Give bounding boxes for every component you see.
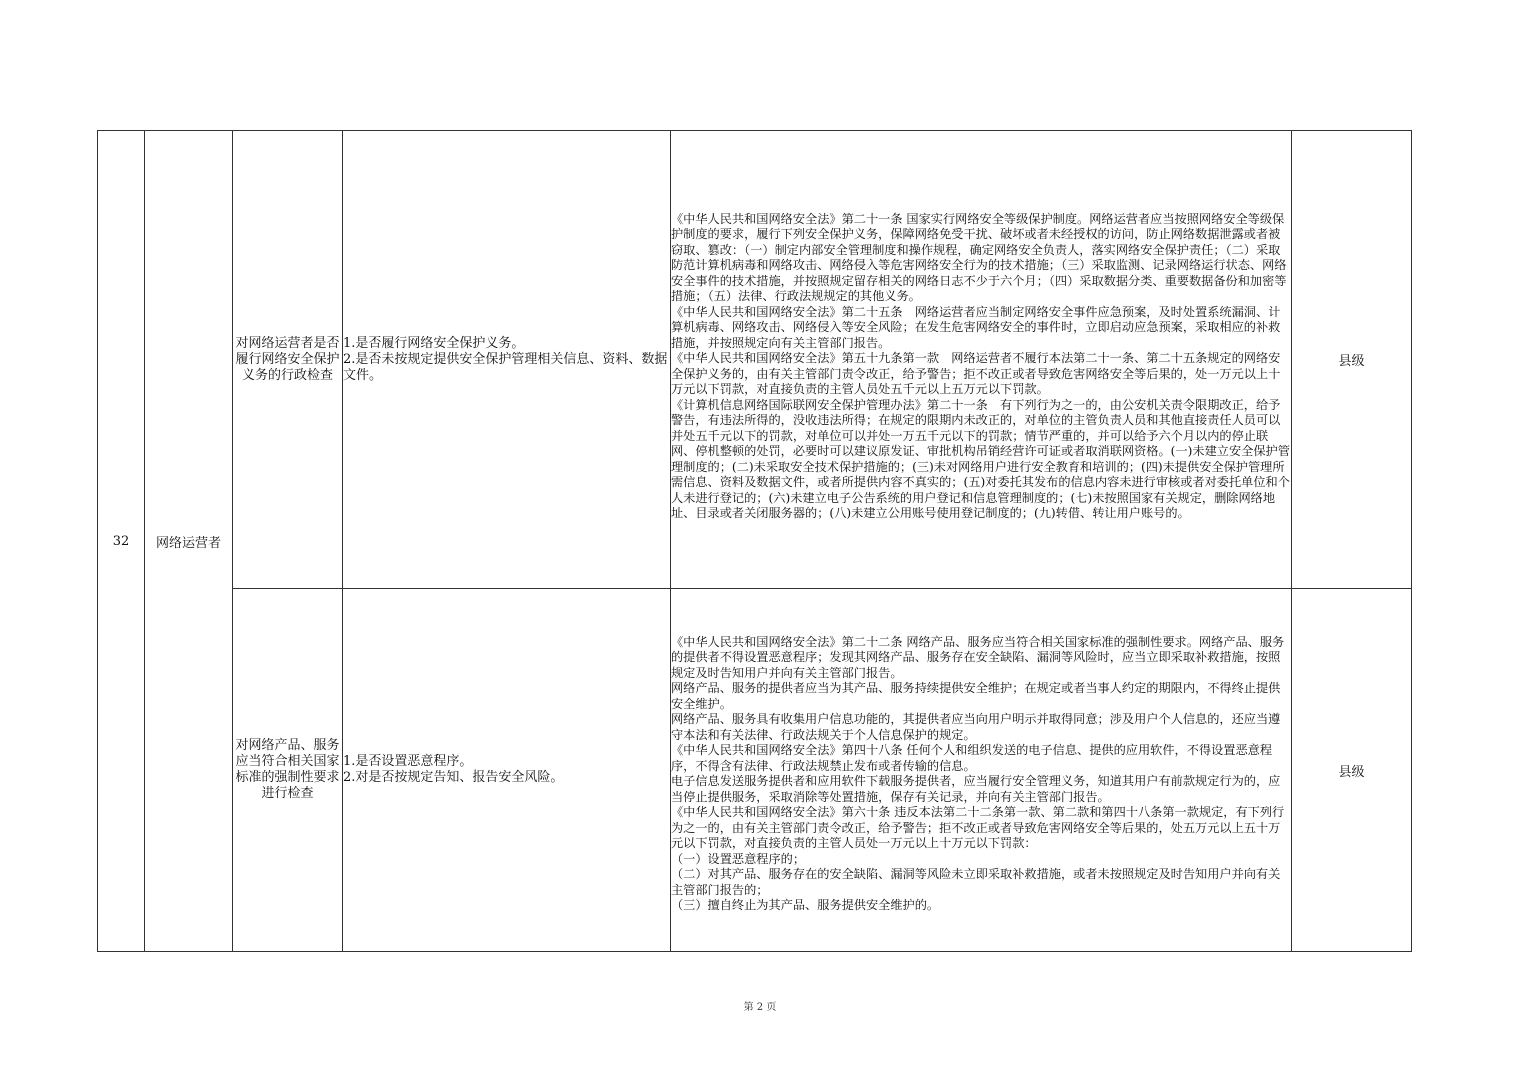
page-number: 第 2 页	[743, 1002, 777, 1013]
basis-paragraph: 《中华人民共和国网络安全法》第二十五条 网络运营者应当制定网络安全事件应急预案，及时处置系统漏洞、计算机病毒、网络攻击、网络侵入等安全风险；在发生危害网络安全的事件时，立即启动应急预案，采取相应的补救措施，并按照规定向有关主管部门报告。	[671, 304, 1281, 350]
basis-paragraph: 《中华人民共和国网络安全法》第四十八条 任何个人和组织发送的电子信息、提供的应用软件，不得设置恶意程序，不得含有法律、行政法规禁止发布或者传输的信息。	[671, 743, 1273, 773]
basis-paragraph: （二）对其产品、服务存在的安全缺陷、漏洞等风险未立即采取补救措施，或者未按照规定及时告知用户并向有关主管部门报告的；	[671, 867, 1281, 897]
inspection-table	[97, 130, 1412, 952]
basis-paragraph: （一）设置恶意程序的；	[671, 851, 806, 866]
basis-paragraph: 网络产品、服务具有收集用户信息功能的，其提供者应当向用户明示并取得同意；涉及用户个人信息的，还应当遵守本法和有关法律、行政法规关于个人信息保护的规定。	[671, 712, 1281, 742]
inspection-item-cell: 对网络产品、服务应当符合相关国家标准的强制性要求进行检查	[233, 589, 343, 952]
basis-paragraph: 《中华人民共和国网络安全法》第二十二条 网络产品、服务应当符合相关国家标准的强制性要求。网络产品、服务的提供者不得设置恶意程序；发现其网络产品、服务存在安全缺陷、漏洞等风险时，应当立即采取补救措施，按照规定及时告知用户并向有关主管部门报告。	[671, 634, 1285, 680]
table-row	[98, 131, 1412, 589]
basis-paragraph: 《中华人民共和国网络安全法》第六十条 违反本法第二十二条第一款、第二款和第四十八条第一款规定，有下列行为之一的，由有关主管部门责令改正，给予警告；拒不改正或者导致危害网络安全等后果的，处五万元以上五十万元以下罚款，对直接负责的主管人员处一万元以上十万元以下罚款：	[671, 805, 1285, 850]
basis-paragraph: （三）擅自终止为其产品、服务提供安全维护的。	[671, 898, 940, 912]
legal-basis-cell	[671, 131, 1292, 589]
legal-basis-cell	[671, 589, 1292, 952]
content-line: 2.对是否按规定告知、报告安全风险。	[343, 770, 564, 785]
content-line: 1.是否履行网络安全保护义务。	[343, 335, 525, 351]
table-row	[98, 589, 1412, 952]
level-cell: 县级	[1292, 131, 1412, 589]
basis-paragraph: 《中华人民共和国网络安全法》第五十九条第一款 网络运营者不履行本法第二十一条、第二十五条规定的网络安全保护义务的，由有关主管部门责令改正，给予警告；拒不改正或者导致危害网络安全等后果的，处一万元以上十万元以下罚款，对直接负责的主管人员处五千元以上五万元以下罚款。	[671, 351, 1281, 396]
inspection-content-cell	[343, 131, 671, 589]
level-cell: 县级	[1292, 589, 1412, 952]
inspection-item-cell: 对网络运营者是否履行网络安全保护义务的行政检查	[233, 131, 343, 589]
inspection-content-cell	[343, 589, 671, 952]
basis-paragraph: 《中华人民共和国网络安全法》第二十一条 国家实行网络安全等级保护制度。网络运营者应当按照网络安全等级保护制度的要求，履行下列安全保护义务，保障网络免受干扰、破坏或者未经授权的访问，防止网络数据泄露或者被窃取、篡改：（一）制定内部安全管理制度和操作规程，确定网络安全负责人，落实网络安全保护责任；（二）采取防范计算机病毒和网络攻击、网络侵入等危害网络安全行为的技术措施；（三）采取监测、记录网络运行状态、网络安全事件的技术措施，并按照规定留存相关的网络日志不少于六个月；（四）采取数据分类、重要数据备份和加密等措施；（五）法律、行政法规规定的其他义务。	[671, 211, 1287, 303]
content-line: 2.是否未按规定提供安全保护管理相关信息、资料、数据文件。	[343, 351, 668, 383]
row-number-cell: 32	[98, 131, 145, 952]
basis-paragraph: 电子信息发送服务提供者和应用软件下载服务提供者，应当履行安全管理义务，知道其用户有前款规定行为的，应当停止提供服务，采取消除等处置措施，保存有关记录，并向有关主管部门报告。	[671, 774, 1281, 804]
subject-cell: 网络运营者	[145, 131, 233, 952]
basis-paragraph: 《计算机信息网络国际联网安全保护管理办法》第二十一条 有下列行为之一的，由公安机关责令限期改正，给予警告，有违法所得的，没收违法所得；在规定的限期内未改正的，对单位的主管负责人员和其他直接责任人员可以并处五千元以下的罚款，对单位可以并处一万五千元以下的罚款；情节严重的，并可以给予六个月以内的停止联网、停机整顿的处罚，必要时可以建议原发证、审批机构吊销经营许可证或者取消联网资格。(一)未建立安全保护管理制度的；(二)未采取安全技术保护措施的；(三)未对网络用户进行安全教育和培训的；(四)未提供安全保护管理所需信息、资料及数据文件，或者所提供内容不真实的；(五)对委托其发布的信息内容未进行审核或者对委托单位和个人未进行登记的；(六)未建立电子公告系统的用户登记和信息管理制度的；(七)未按照国家有关规定，删除网络地址、目录或者关闭服务器的；(八)未建立公用账号使用登记制度的；(九)转借、转让用户账号的。	[671, 397, 1290, 520]
basis-paragraph: 网络产品、服务的提供者应当为其产品、服务持续提供安全维护；在规定或者当事人约定的期限内，不得终止提供安全维护。	[671, 681, 1281, 711]
content-line: 1.是否设置恶意程序。	[343, 754, 473, 769]
